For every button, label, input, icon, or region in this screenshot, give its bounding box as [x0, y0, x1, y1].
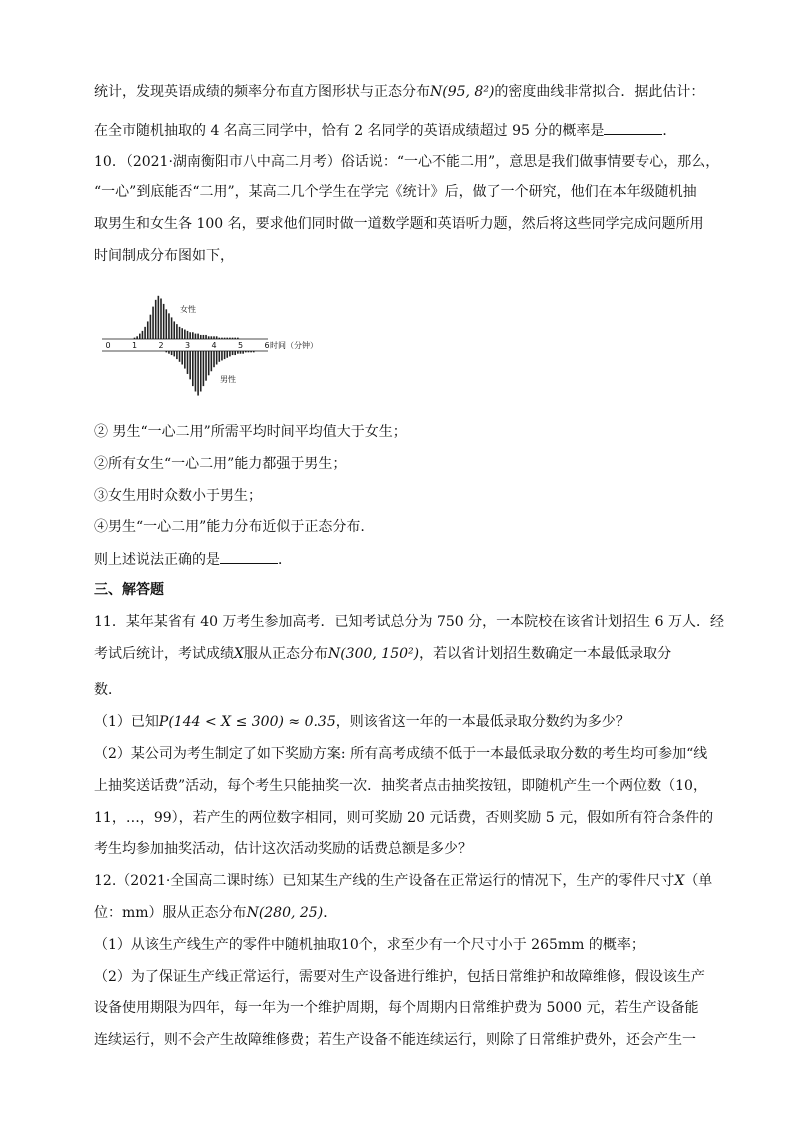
female-bar	[173, 321, 175, 339]
q10-line-4: 时间制成分布图如下，	[94, 248, 234, 264]
male-bar	[229, 351, 231, 356]
tick-label: 4	[211, 341, 217, 350]
option-3: ③女生用时众数小于男生；	[94, 488, 262, 504]
female-bar	[136, 336, 138, 339]
male-bar	[232, 351, 234, 355]
q11-part-2-line-2: 上抽奖送话费”活动，每个考生只能抽奖一次．抽奖者点击抽奖按钮，即随机产生一个两位数（10，	[94, 778, 707, 794]
variable-x: X	[234, 646, 244, 662]
q9-line-1	[94, 82, 704, 102]
q10-line-1: 10．（2021·湖南衡阳市八中高二月考）俗话说：“一心不能二用”，意思是我们做事情要专心，那么，	[94, 154, 720, 170]
q11-part-2-line-3: 11，…，99），若产生的两位数字相同，则可奖励 20 元话费，否则奖励 5 元，假如所有符合条件的	[94, 810, 714, 826]
male-bar	[187, 351, 189, 374]
female-bar	[208, 336, 210, 339]
male-bar	[195, 351, 197, 392]
male-bar	[176, 351, 178, 359]
q9-text: 统计，发现英语成绩的频率分布直方图形状与正态分布	[94, 84, 430, 100]
male-bar	[173, 351, 175, 356]
option-4: ④男生“一心二用”能力分布近似于正态分布.	[94, 519, 365, 535]
female-bar	[181, 328, 183, 339]
female-bars	[134, 296, 239, 339]
male-bar	[237, 351, 239, 354]
female-bar	[179, 327, 181, 339]
female-bar	[168, 313, 170, 339]
male-bar	[226, 351, 228, 358]
female-bar	[184, 330, 186, 339]
q12-part-1: （1）从该生产线生产的零件中随机抽取10个，求至少有一个尺寸小于 265mm 的概率；	[94, 937, 645, 953]
probability-formula: P(144 < X ≤ 300) ≈ 0.35	[158, 714, 336, 730]
female-bar	[152, 307, 154, 339]
tick-label: 5	[238, 341, 244, 350]
female-bar	[197, 334, 199, 339]
female-bar	[176, 324, 178, 339]
female-bar	[171, 317, 173, 339]
normal-distribution-formula: N(300, 150²)	[327, 646, 420, 662]
male-bar	[197, 351, 199, 396]
male-bar	[234, 351, 236, 355]
male-bar	[200, 351, 202, 392]
tick-label: 3	[185, 341, 191, 350]
q9-text-tail: 的密度曲线非常拟合．据此估计：	[494, 84, 705, 100]
period: ．	[662, 123, 677, 139]
male-bar	[171, 351, 173, 355]
female-bar	[142, 331, 144, 339]
male-bar	[205, 351, 207, 381]
q9-question: 在全市随机抽取的 4 名高三同学中，恰有 2 名同学的英语成绩超过 95 分的概率是	[94, 123, 605, 139]
q10-ask	[94, 549, 292, 570]
answer-blank	[604, 120, 662, 135]
tick-label: 0	[105, 341, 111, 350]
female-bar	[147, 321, 149, 339]
male-bars	[166, 351, 255, 396]
q11-text: 服从正态分布	[243, 646, 328, 662]
male-bar	[240, 351, 242, 354]
female-bar	[160, 299, 162, 340]
q11-p1-text: ，则该省这一年的一本最低录取分数约为多少？	[335, 714, 630, 730]
q12-part-2-line-2: 设备使用期限为四年，每一年为一个维护周期，每个周期内日常维护费为 5000 元，若生产设备能	[94, 1000, 699, 1016]
tick-label: 2	[158, 341, 164, 350]
female-bar	[139, 334, 141, 339]
male-bar	[208, 351, 210, 375]
q12-text: 位：mm）服从正态分布	[94, 905, 247, 921]
male-bar	[192, 351, 194, 386]
time-distribution-chart	[100, 272, 320, 412]
q12-part-2-line-1: （2）为了保证生产线正常运行，需要对生产设备进行维护，包括日常维护和故障维修，假设该生产	[94, 969, 705, 985]
female-bar	[166, 309, 168, 339]
q11-line-2	[94, 644, 671, 664]
female-label: 女性	[180, 305, 196, 314]
female-bar	[203, 335, 205, 339]
q11-text: ，若以省计划招生数确定一本最低录取分	[419, 646, 672, 662]
section-heading: 三、解答题	[94, 582, 164, 598]
option-1: ② 男生“一心二用”所需平均时间平均值大于女生；	[94, 424, 407, 440]
axis-ticks	[106, 341, 270, 350]
female-bar	[200, 335, 202, 339]
female-bar	[213, 336, 215, 339]
male-bar	[219, 351, 221, 362]
option-2: ②所有女生“一心二用”能力都强于男生；	[94, 456, 347, 472]
normal-distribution-formula: N(280, 25)	[246, 905, 324, 921]
q9-line-2	[94, 120, 676, 141]
tick-label: 6	[264, 341, 270, 350]
male-bar	[168, 351, 170, 354]
female-bar	[205, 335, 207, 339]
male-bar	[213, 351, 215, 367]
female-bar	[163, 304, 165, 339]
variable-x: X	[674, 873, 685, 889]
male-bar	[181, 351, 183, 365]
female-bar	[211, 336, 213, 339]
q10-ask-text: 则上述说法正确的是	[94, 552, 220, 568]
male-bar	[184, 351, 186, 369]
female-bar	[195, 334, 197, 339]
q12-text: 12.（2021·全国高二课时练）已知某生产线的生产设备在正常运行的情况下，生产的零件尺寸	[94, 873, 675, 889]
q11-text: 考试后统计，考试成绩	[94, 646, 234, 662]
q12-part-2-line-3: 连续运行，则不会产生故障维修费；若生产设备不能连续运行，则除了日常维护费外，还会产生一	[94, 1032, 696, 1048]
female-bar	[158, 296, 160, 339]
female-bar	[189, 332, 191, 339]
male-bar	[221, 351, 223, 360]
normal-distribution-formula: N(95, 8²)	[430, 84, 495, 100]
female-bar	[216, 336, 218, 339]
female-bar	[187, 331, 189, 339]
q11-part-1	[94, 712, 630, 732]
male-label: 男性	[220, 375, 236, 384]
axis-label: 时间（分钟）	[270, 341, 318, 350]
q10-line-3: 取男生和女生各 100 名，要求他们同时做一道数学题和英语听力题，然后将这些同学完成问题所用	[94, 216, 704, 232]
q11-p1-text: （1）已知	[94, 714, 159, 730]
male-bar	[203, 351, 205, 386]
period: ．	[323, 905, 338, 921]
male-bar	[189, 351, 191, 379]
female-bar	[192, 332, 194, 339]
answer-blank	[220, 549, 278, 564]
tick-label: 1	[132, 341, 138, 350]
male-bar	[179, 351, 181, 362]
q12-line-2	[94, 903, 337, 923]
q12-text: （单	[684, 873, 713, 889]
female-bar	[150, 315, 152, 339]
female-bar	[155, 300, 157, 339]
male-bar	[242, 351, 244, 354]
q11-line-1: 11．某年某省有 40 万考生参加高考．已知考试总分为 750 分，一本院校在该省计划招生 6 万人．经	[94, 614, 724, 630]
q11-part-2-line-1: （2）某公司为考生制定了如下奖励方案: 所有高考成绩不低于一本最低录取分数的考生均可参加“线	[94, 746, 708, 762]
male-bar	[216, 351, 218, 365]
q12-line-1	[94, 871, 712, 891]
q11-part-2-line-4: 考生均参加抽奖活动，估计这次活动奖励的话费总额是多少？	[94, 841, 472, 857]
q11-line-3: 数．	[94, 682, 122, 698]
male-bar	[224, 351, 226, 359]
q10-line-2: “一心”到底能否“二用”，某高二几个学生在学完《统计》后，做了一个研究，他们在本年级随机抽	[94, 184, 697, 200]
female-bar	[144, 327, 146, 339]
period: ．	[278, 552, 292, 568]
male-bar	[211, 351, 213, 371]
